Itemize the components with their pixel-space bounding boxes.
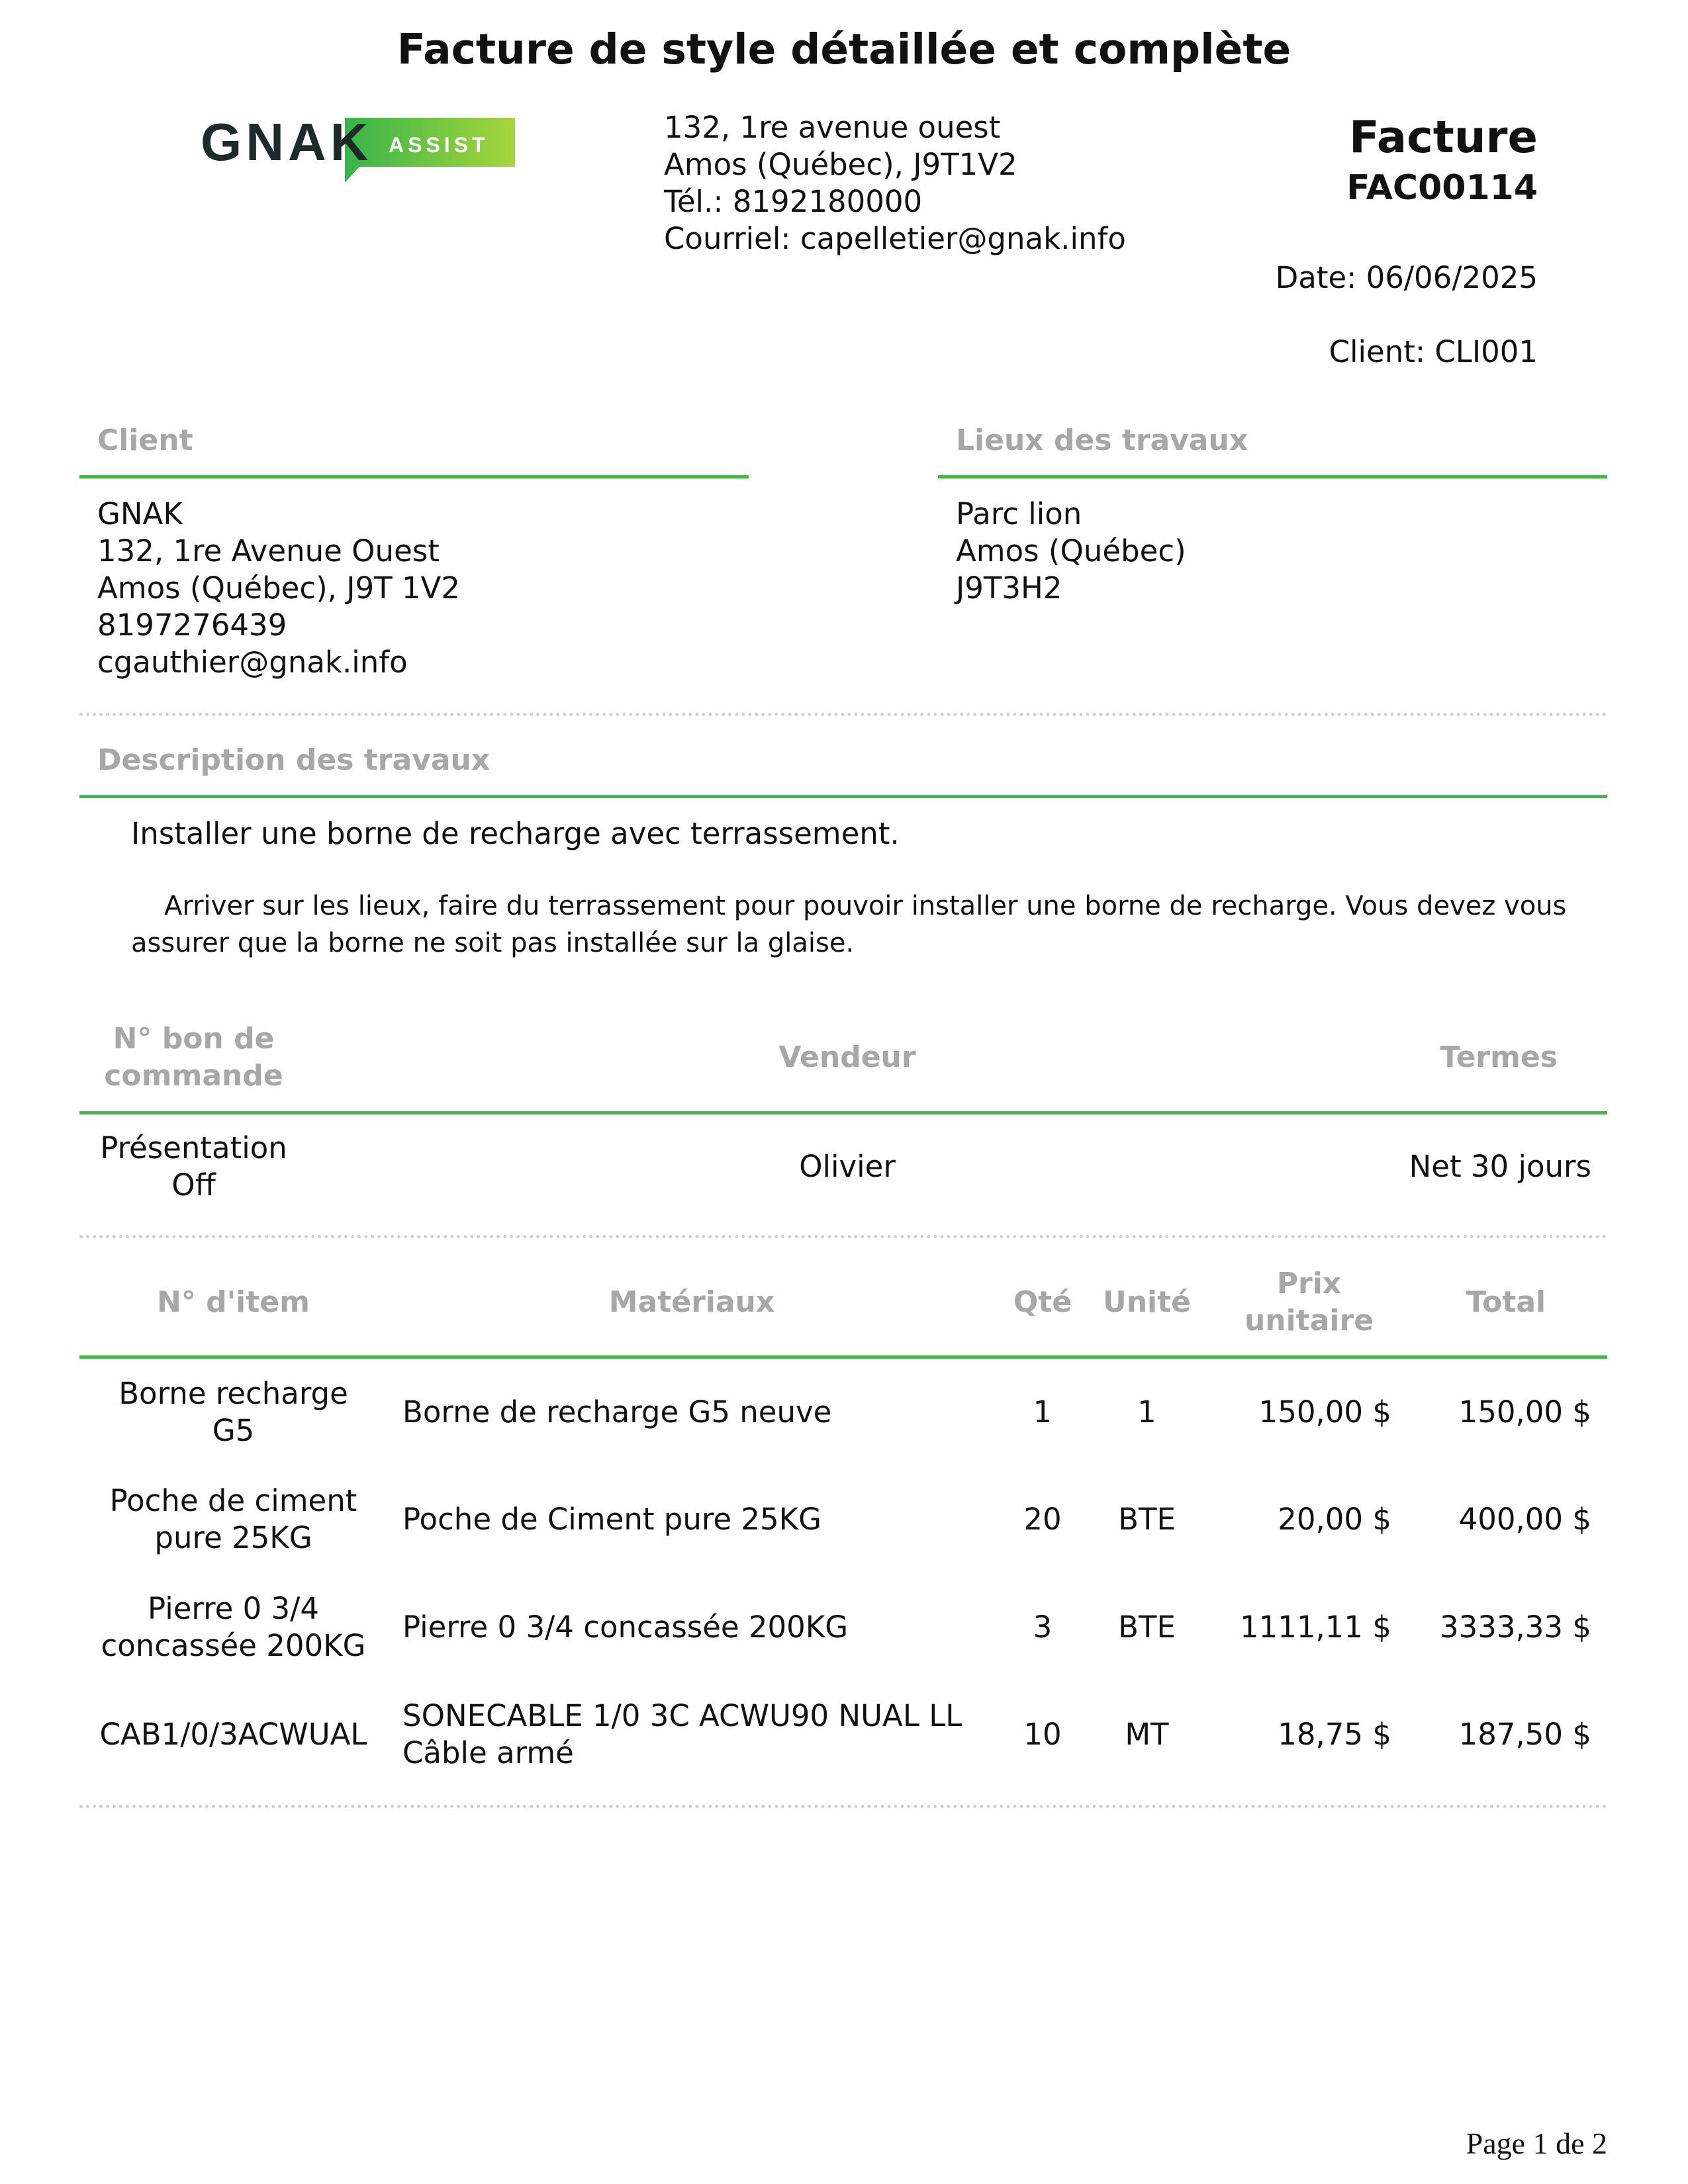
terms-header: Termes	[1440, 1040, 1558, 1074]
invoice-number: FAC00114	[1346, 168, 1538, 208]
worksite-line: Parc lion	[956, 496, 1082, 531]
item-no-line2: pure 25KG	[154, 1520, 312, 1555]
item-no-cell	[79, 1716, 387, 1753]
logo-text-sub: ASSIST	[389, 133, 489, 157]
worksite-line: Amos (Québec)	[956, 533, 1186, 569]
worksite-line: J9T3H2	[956, 570, 1062, 606]
sender-address-block	[664, 109, 1126, 257]
description-detail	[131, 887, 1566, 962]
material-line2: Câble armé	[402, 1735, 574, 1770]
client-line: 132, 1re Avenue Ouest	[97, 533, 440, 569]
unit-price-header-line2: unitaire	[1244, 1304, 1374, 1338]
total-cell: 400,00 $	[1458, 1502, 1591, 1537]
po-value-line1: Présentation	[100, 1130, 287, 1165]
po-header	[79, 1021, 308, 1095]
seller-value: Olivier	[799, 1149, 896, 1184]
qty-cell: 10	[1023, 1717, 1062, 1752]
material-cell	[402, 1609, 848, 1646]
item-no-header: N° d'item	[157, 1285, 310, 1319]
material-cell	[402, 1698, 962, 1772]
logo-text-main: GNAK	[201, 114, 373, 171]
po-value-line2: Off	[171, 1167, 216, 1203]
section-separator	[79, 713, 1607, 716]
total-cell: 3333,33 $	[1439, 1610, 1591, 1645]
item-no-line1: Borne recharge	[118, 1376, 348, 1411]
qty-header: Qté	[1013, 1285, 1072, 1319]
total-header: Total	[1466, 1285, 1546, 1319]
section-separator	[79, 1805, 1607, 1808]
item-no-cell	[79, 1375, 387, 1449]
item-no-line1: Poche de ciment	[109, 1483, 357, 1518]
unit-cell: BTE	[1118, 1610, 1176, 1645]
sender-address-line1: 132, 1re avenue ouest	[664, 110, 1001, 145]
seller-header: Vendeur	[778, 1040, 916, 1074]
item-no-cell	[79, 1482, 387, 1557]
description-detail-line2: assurer que la borne ne soit pas installée sur la glaise.	[131, 928, 855, 958]
sender-email: Courriel: capelletier@gnak.info	[664, 221, 1126, 256]
client-line: GNAK	[97, 496, 183, 531]
material-line1: Poche de Ciment pure 25KG	[402, 1502, 822, 1537]
qty-cell: 20	[1023, 1502, 1062, 1537]
material-cell	[402, 1501, 821, 1538]
unit-cell: 1	[1137, 1394, 1156, 1430]
invoice-label: Facture	[1349, 111, 1538, 163]
total-cell: 187,50 $	[1458, 1717, 1591, 1752]
worksite-divider	[938, 475, 1607, 478]
company-logo	[201, 114, 515, 183]
unit-price-header-line1: Prix	[1276, 1267, 1342, 1300]
page-number: Page 1 de 2	[1466, 2126, 1607, 2160]
unit-price-cell: 150,00 $	[1258, 1394, 1391, 1430]
material-line1: SONECABLE 1/0 3C ACWU90 NUAL LL	[402, 1698, 962, 1733]
total-cell: 150,00 $	[1458, 1394, 1591, 1430]
material-line1: Borne de recharge G5 neuve	[402, 1394, 832, 1430]
po-header-line2: commande	[104, 1059, 283, 1093]
client-divider	[79, 475, 749, 478]
unit-cell: BTE	[1118, 1502, 1176, 1537]
item-no-line2: G5	[212, 1413, 255, 1448]
client-heading: Client	[97, 424, 193, 457]
unit-header: Unité	[1102, 1285, 1191, 1319]
description-heading: Description des travaux	[97, 743, 491, 777]
invoice-client-code: Client: CLI001	[1329, 334, 1538, 369]
worksite-heading: Lieux des travaux	[956, 424, 1248, 457]
po-value	[79, 1130, 308, 1204]
description-detail-line1: Arriver sur les lieux, faire du terrassement pour pouvoir installer une borne de recharge. Vous devez vous	[164, 891, 1567, 921]
unit-price-cell: 20,00 $	[1278, 1502, 1391, 1537]
po-header-line1: N° bon de	[113, 1022, 275, 1056]
client-line: 8197276439	[97, 608, 287, 643]
unit-price-cell: 18,75 $	[1278, 1717, 1391, 1752]
invoice-date: Date: 06/06/2025	[1275, 260, 1538, 295]
qty-cell: 1	[1033, 1394, 1053, 1430]
material-cell	[402, 1394, 831, 1431]
client-address-block	[97, 496, 460, 681]
sender-phone: Tél.: 8192180000	[664, 184, 923, 219]
item-no-cell	[79, 1590, 387, 1664]
item-no-line2: concassée 200KG	[101, 1628, 366, 1663]
item-no-line1: Pierre 0 3/4	[148, 1591, 319, 1626]
unit-price-header	[1221, 1265, 1397, 1340]
unit-cell: MT	[1125, 1717, 1169, 1752]
section-separator	[79, 1235, 1607, 1238]
sender-address-line2: Amos (Québec), J9T1V2	[664, 147, 1017, 182]
material-line1: Pierre 0 3/4 concassée 200KG	[402, 1610, 849, 1645]
worksite-address-block	[956, 496, 1186, 607]
description-divider	[79, 795, 1607, 798]
terms-value: Net 30 jours	[1409, 1149, 1591, 1184]
qty-cell: 3	[1033, 1610, 1053, 1645]
description-summary: Installer une borne de recharge avec terrassement.	[131, 816, 900, 851]
document-title: Facture de style détaillée et complète	[397, 25, 1291, 73]
unit-price-cell: 1111,11 $	[1239, 1610, 1391, 1645]
item-no-line1: CAB1/0/3ACWUAL	[99, 1717, 367, 1752]
client-line: Amos (Québec), J9T 1V2	[97, 570, 460, 606]
order-info-divider	[79, 1111, 1607, 1115]
client-line: cgauthier@gnak.info	[97, 645, 408, 680]
materials-header: Matériaux	[608, 1285, 775, 1319]
items-table-divider	[79, 1355, 1607, 1359]
